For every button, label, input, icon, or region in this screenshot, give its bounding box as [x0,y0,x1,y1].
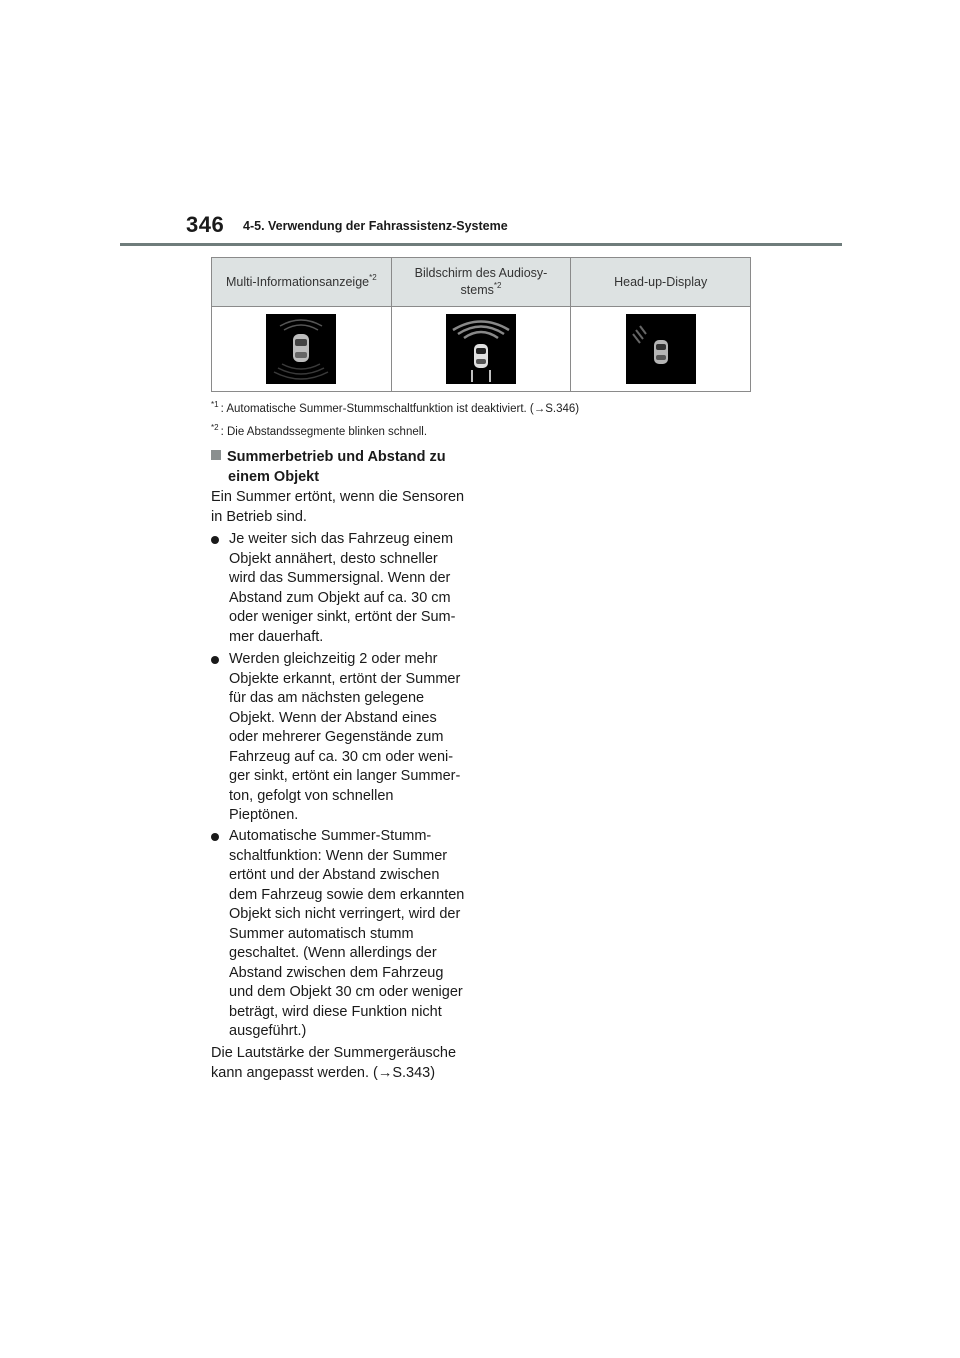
sub-heading: Summerbetrieb und Abstand zu einem Objekt [211,448,471,487]
table-image-row [212,307,751,392]
column-header-multi-info: Multi-Informationsanzeige$^{*2}$ [212,258,392,307]
column-header-hud: Head-up-Display [571,258,751,307]
footnote-2: $^{*2}$ : Die Abstandssegmente blinken schnell. [211,423,428,438]
heading-square-marker [211,450,221,460]
cell-hud-image [571,307,751,392]
table-header-row [212,258,751,307]
footnote-1: $^{*1}$ : Automatische Summer-Stummschaltfunktion ist deaktiviert. (→S.346) [211,400,580,415]
cell-audio-screen-image [391,307,571,392]
bullet-dot-icon [211,536,219,544]
cell-multi-info-image [212,307,392,392]
audio-screen-display-image [446,314,516,384]
column-header-audio-screen: Bildschirm des Audiosy- stems$^{*2}$ [391,258,571,307]
bullet-dot-icon [211,656,219,664]
bullet-item: Werden gleichzeitig 2 oder mehr Objekte erkannt, ertönt der Summer für das am nächsten gelegene Objekt. Wenn der Abstand eines oder mehrerer Gegenstände zum Fahrzeug auf ca. 30 cm oder weni- ger sinkt, ertönt ein langer Summer- ton, gefolgt von schnellen Pieptönen. [211,650,473,826]
display-comparison-table [211,257,751,392]
closing-paragraph: Die Lautstärke der Summergeräusche kann angepasst werden. (→S.343) [211,1045,457,1081]
bullet-item: Je weiter sich das Fahrzeug einem Objekt annähert, desto schneller wird das Summersignal. Wenn der Abstand zum Objekt auf ca. 30 cm oder weniger sinkt, ertönt der Sum- mer dauerhaft. [211,530,473,647]
multi-info-display-image [266,314,336,384]
bullet-item: Automatische Summer-Stumm- schaltfunktion: Wenn der Summer ertönt und der Abstand zwischen dem Fahrzeug sowie dem erkannten Objekt sich nicht verringert, wird der Summer automatisch stumm geschaltet. (Wenn allerdings der Abstand zwischen dem Fahrzeug und dem Objekt 30 cm oder weniger beträgt, wird diese Funktion nicht ausgeführt.) [211,827,473,1042]
bullet-dot-icon [211,833,219,841]
hud-display-image [626,314,696,384]
intro-paragraph: Ein Summer ertönt, wenn die Sensoren in Betrieb sind. [211,489,465,525]
page-number: 346 [186,212,225,237]
section-title: 4-5. Verwendung der Fahrassistenz-Systeme [243,219,508,233]
header-rule [120,243,842,246]
